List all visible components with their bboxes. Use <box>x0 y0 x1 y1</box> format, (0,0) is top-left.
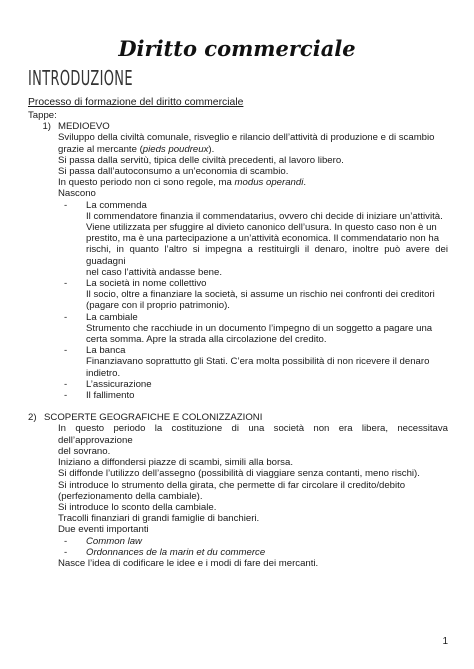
text-line: Tracolli finanziari di grandi famiglie di banchieri. <box>58 513 260 525</box>
document-title: Diritto commerciale <box>118 36 356 61</box>
text-line <box>58 144 448 155</box>
text-line: Si passa dall’autoconsumo a un’economia di scambio. <box>58 166 289 178</box>
text-line: del sovrano. <box>58 445 111 457</box>
dash-bullet: - <box>64 345 68 357</box>
text-line: (pagare con il proprio patrimonio). <box>86 300 230 312</box>
text-line: Il commendatore finanzia il commendatarius, ovvero chi decide di iniziare un’attività. <box>86 210 443 222</box>
text-line: rischi, in quanto l’altro si impegna a restituirgli il denaro, inoltre può avere dei guadagni <box>86 244 448 267</box>
list-item-text <box>28 323 448 345</box>
dash-bullet: - <box>64 199 68 211</box>
list-heading: MEDIOEVO <box>58 121 110 133</box>
dash-bullet: - <box>64 535 68 547</box>
text-span: ). <box>208 143 215 155</box>
list-item-scoperte <box>28 412 448 423</box>
italic-term: modus operandi <box>234 177 304 189</box>
list-item <box>28 536 448 547</box>
subtitle: Processo di formazione del diritto commerciale <box>28 97 244 108</box>
text-line: Si introduce lo strumento della girata, che permette di far circolare il credito/debito <box>58 479 406 491</box>
list-item-label: La banca <box>86 345 126 357</box>
list-item <box>28 312 448 323</box>
text-span: grazie al mercante ( <box>58 143 143 155</box>
text-span: In questo periodo non ci sono regole, ma <box>58 177 235 189</box>
text-line <box>58 177 448 188</box>
text-line: indietro. <box>86 367 121 379</box>
list-item-medioevo <box>28 121 448 132</box>
text-span: . <box>303 177 307 189</box>
list-item <box>28 345 448 356</box>
list-item <box>28 390 448 401</box>
text-line: prestito, ma è una partecipazione a un’attività economica. Il commendatario non ha <box>86 233 440 245</box>
list-number: 1) <box>42 121 51 133</box>
list-item-label: La società in nome collettivo <box>86 278 207 290</box>
list-item <box>28 278 448 289</box>
text-line: Il socio, oltre a finanziare la società, si assume un rischio nei confronti dei creditori <box>86 289 435 301</box>
list-item-label: Common law <box>86 535 142 547</box>
text-line: nel caso l’attività andasse bene. <box>86 266 222 278</box>
list-number: 2) <box>28 412 37 424</box>
institutions-list <box>28 200 448 402</box>
text-line: Si passa dalla servitù, tipica delle civiltà precedenti, al lavoro libero. <box>58 154 344 166</box>
text-line: Iniziano a diffondersi piazze di scambi, simili alla borsa. <box>58 457 293 469</box>
page-number: 1 <box>442 636 448 647</box>
list-item-label: La commenda <box>86 199 147 211</box>
list-item-label: Il fallimento <box>86 390 135 402</box>
text-line: Nascono <box>58 188 96 200</box>
dash-bullet: - <box>64 311 68 323</box>
list-item <box>28 200 448 211</box>
text-line: Due eventi importanti <box>58 524 149 536</box>
list-item-label: Ordonnances de la marin et du commerce <box>86 546 266 558</box>
text-line: certa somma. Apre la strada alla circolazione del credito. <box>86 334 327 346</box>
list-item-label: L’assicurazione <box>86 378 152 390</box>
dash-bullet: - <box>64 378 68 390</box>
tappe-label: Tappe: <box>28 110 57 121</box>
italic-term: pieds poudreux <box>142 143 209 155</box>
list-item-text <box>28 356 448 378</box>
text-line: Strumento che racchiude in un documento l’impegno di un soggetto a pagare una <box>86 322 433 334</box>
text-line: Sviluppo della civiltà comunale, risveglio e rilancio dell’attività di produzione e di scambio <box>58 132 435 144</box>
dash-bullet: - <box>64 546 68 558</box>
document-body <box>28 97 448 569</box>
list-item <box>28 379 448 390</box>
text-line: Si introduce lo sconto della cambiale. <box>58 501 217 513</box>
list-item <box>28 547 448 558</box>
medioevo-body <box>28 132 448 199</box>
text-line: (perfezionamento della cambiale). <box>58 490 203 502</box>
list-item-text <box>28 289 448 311</box>
scoperte-body <box>28 423 448 535</box>
list-heading: SCOPERTE GEOGRAFICHE E COLONIZZAZIONI <box>44 412 263 424</box>
text-line: Finanziavano soprattutto gli Stati. C’era molta possibilità di non ricevere il denaro <box>86 356 430 368</box>
section-heading: INTRODUZIONE <box>28 66 133 90</box>
text-line: Viene utilizzata per sfuggire al divieto canonico dell’usura. In questo caso non è un <box>86 222 437 234</box>
text-line: Nasce l’idea di codificare le idee e i modi di fare dei mercanti. <box>58 557 319 569</box>
list-item-text <box>28 211 448 278</box>
text-line: In questo periodo la costituzione di una società non era libera, necessitava dell’approvazione <box>58 423 448 446</box>
dash-bullet: - <box>64 390 68 402</box>
list-item-label: La cambiale <box>86 311 138 323</box>
text-line: Si diffonde l’utilizzo dell’assegno (possibilità di viaggiare senza contanti, meno rischi). <box>58 468 420 480</box>
spacer <box>28 401 448 412</box>
dash-bullet: - <box>64 278 68 290</box>
